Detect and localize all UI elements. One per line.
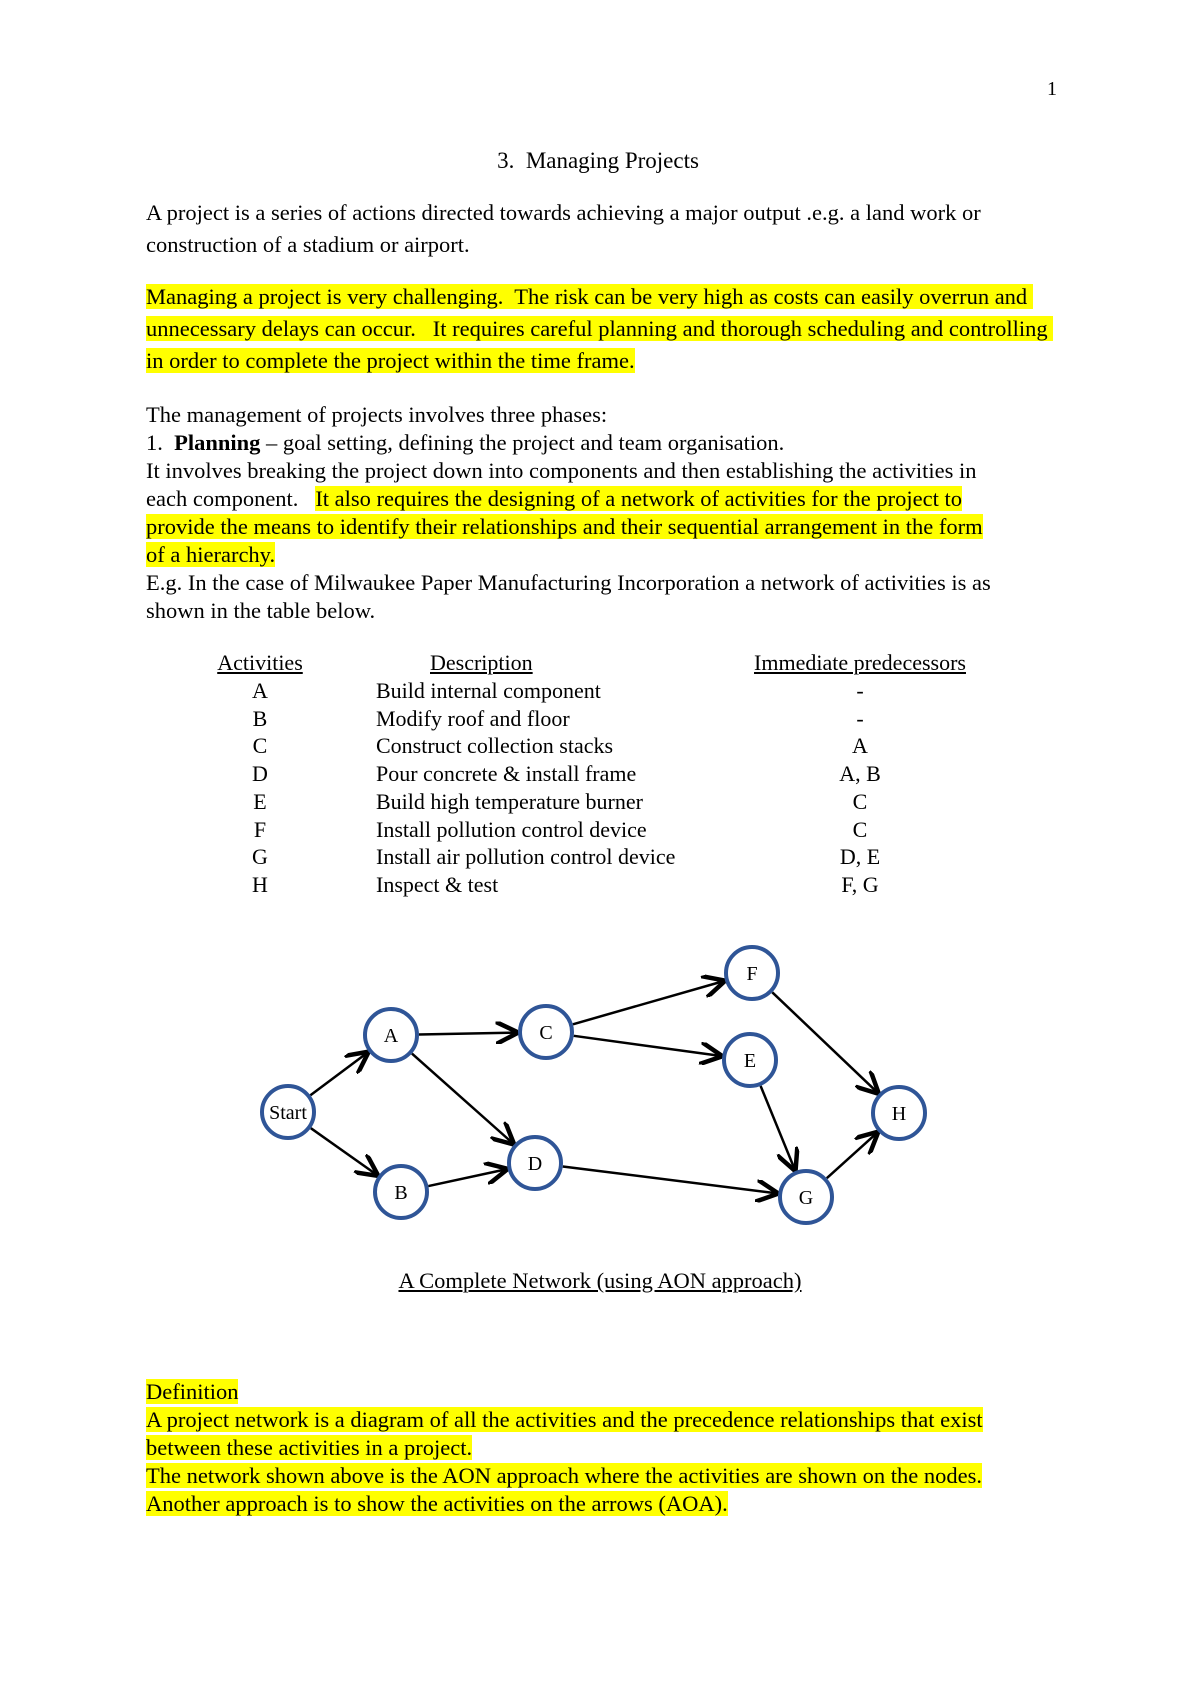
highlight-text: Managing a project is very challenging. The risk can be very high as costs can easily overrun and unnecessary delays can occur. It requires careful planning and thorough scheduling and controlling in order to complete the project within the time frame.: [146, 284, 1054, 373]
node-label: C: [539, 1022, 553, 1044]
hierarchy-line: [146, 541, 1086, 569]
table-row: [0, 817, 1200, 845]
page-title-text: 3. Managing Projects: [497, 148, 699, 173]
definition-line-2: [146, 1434, 1086, 1462]
table-row: [0, 872, 1200, 900]
edge-start-a: [310, 1053, 367, 1095]
activity-cell: A: [252, 678, 268, 703]
edge-g-h: [827, 1133, 877, 1178]
predecessor-cell: C: [852, 816, 868, 842]
description-cell: Modify roof and floor: [376, 705, 570, 731]
definition-text-3: The network shown above is the AON approach where the activities are shown on the nodes.: [146, 1463, 983, 1488]
planning-term: Planning: [174, 430, 261, 455]
predecessor-cell: F, G: [841, 871, 879, 897]
predecessor-cell: -: [856, 678, 864, 703]
relationship-line: [146, 513, 1086, 541]
description-cell: Install pollution control device: [376, 816, 647, 842]
planning-number: 1.: [146, 430, 175, 455]
activity-cell: B: [252, 705, 268, 731]
table-row: [0, 733, 1200, 761]
description-cell: Construct collection stacks: [376, 733, 614, 759]
table-row: [0, 844, 1200, 872]
node-h: [873, 1087, 925, 1139]
predecessor-cell: A: [852, 733, 868, 759]
node-c: [520, 1006, 572, 1058]
definition-line-1: [146, 1406, 1086, 1434]
edge-d-g: [563, 1166, 776, 1193]
node-e: [724, 1034, 776, 1086]
definition-text-2: between these activities in a project.: [146, 1435, 473, 1460]
network-diagram: [240, 930, 960, 1230]
highlight-paragraph: [146, 281, 1066, 377]
edge-b-d: [428, 1169, 505, 1186]
node-b: [375, 1166, 427, 1218]
edge-e-g: [761, 1086, 795, 1169]
description-cell: Build internal component: [376, 678, 601, 703]
header-activities: Activities: [217, 650, 303, 675]
table-row: [0, 678, 1200, 706]
node-label: F: [746, 963, 758, 985]
each-component-text: each component.: [146, 486, 316, 511]
header-description: Description: [430, 650, 533, 675]
definition-text-4: Another approach is to show the activities on the arrows (AOA).: [146, 1491, 728, 1516]
node-d: [509, 1137, 561, 1189]
activity-cell: E: [253, 788, 267, 814]
edge-c-f: [573, 981, 723, 1024]
example-line: E.g. In the case of Milwaukee Paper Manufacturing Incorporation a network of activities is as: [146, 570, 991, 595]
phases-intro: The management of projects involves three phases:: [146, 402, 608, 427]
hierarchy-highlight: of a hierarchy.: [146, 542, 276, 567]
relationship-highlight: provide the means to identify their relationships and their sequential arrangement in the form: [146, 514, 983, 539]
definition-block: [146, 1378, 1086, 1518]
description-cell: Install air pollution control device: [376, 844, 676, 870]
definition-heading-text: Definition: [146, 1379, 239, 1404]
edge-start-b: [311, 1128, 377, 1174]
page-number: 1: [1047, 78, 1057, 100]
planning-desc: – goal setting, defining the project and team organisation.: [260, 430, 785, 455]
node-start: [262, 1086, 314, 1138]
edge-a-c: [419, 1033, 516, 1035]
phases-block: [146, 401, 1086, 625]
activity-cell: F: [253, 816, 267, 842]
node-label: G: [798, 1187, 814, 1209]
node-f: [726, 947, 778, 999]
network-design-line: [146, 485, 1086, 513]
activity-cell: D: [252, 761, 268, 787]
definition-heading: [146, 1378, 1086, 1406]
edge-f-h: [772, 992, 877, 1092]
components-line: It involves breaking the project down into components and then establishing the activities in: [146, 458, 977, 483]
table-row: [0, 761, 1200, 789]
definition-line-4: [146, 1490, 1086, 1518]
example-line-2: shown in the table below.: [146, 598, 376, 623]
edge-a-d: [412, 1054, 513, 1143]
description-cell: Inspect & test: [376, 871, 499, 897]
node-label: Start: [269, 1102, 307, 1124]
diagram-caption-text: A Complete Network (using AON approach): [398, 1268, 802, 1293]
predecessor-cell: C: [852, 788, 868, 814]
node-label: E: [743, 1050, 757, 1072]
network-design-highlight: It also requires the designing of a network of activities for the project to: [315, 486, 962, 511]
predecessor-cell: -: [856, 705, 864, 731]
table-row: [0, 789, 1200, 817]
node-a: [365, 1009, 417, 1061]
node-label: D: [527, 1153, 543, 1175]
activity-cell: G: [252, 844, 268, 870]
node-label: B: [394, 1182, 408, 1204]
node-label: A: [383, 1025, 399, 1047]
planning-line: [146, 429, 1086, 457]
activity-cell: H: [252, 871, 268, 897]
activity-cell: C: [252, 733, 268, 759]
page-title: [0, 148, 1200, 174]
diagram-caption: [0, 1268, 1200, 1294]
description-cell: Build high temperature burner: [376, 788, 643, 814]
description-cell: Pour concrete & install frame: [376, 761, 637, 787]
definition-text-1: A project network is a diagram of all the activities and the precedence relationships that exist: [146, 1407, 983, 1432]
table-row: [0, 706, 1200, 734]
intro-paragraph: A project is a series of actions directed towards achieving a major output .e.g. a land work or construction of a stadium or airport.: [146, 200, 981, 257]
header-predecessors: Immediate predecessors: [754, 650, 966, 675]
node-g: [780, 1171, 832, 1223]
predecessor-cell: A, B: [839, 761, 881, 787]
node-label: H: [891, 1103, 907, 1125]
table-header-row: [0, 650, 1200, 678]
edge-c-e: [574, 1036, 721, 1056]
predecessor-cell: D, E: [839, 844, 881, 870]
definition-line-3: [146, 1462, 1086, 1490]
